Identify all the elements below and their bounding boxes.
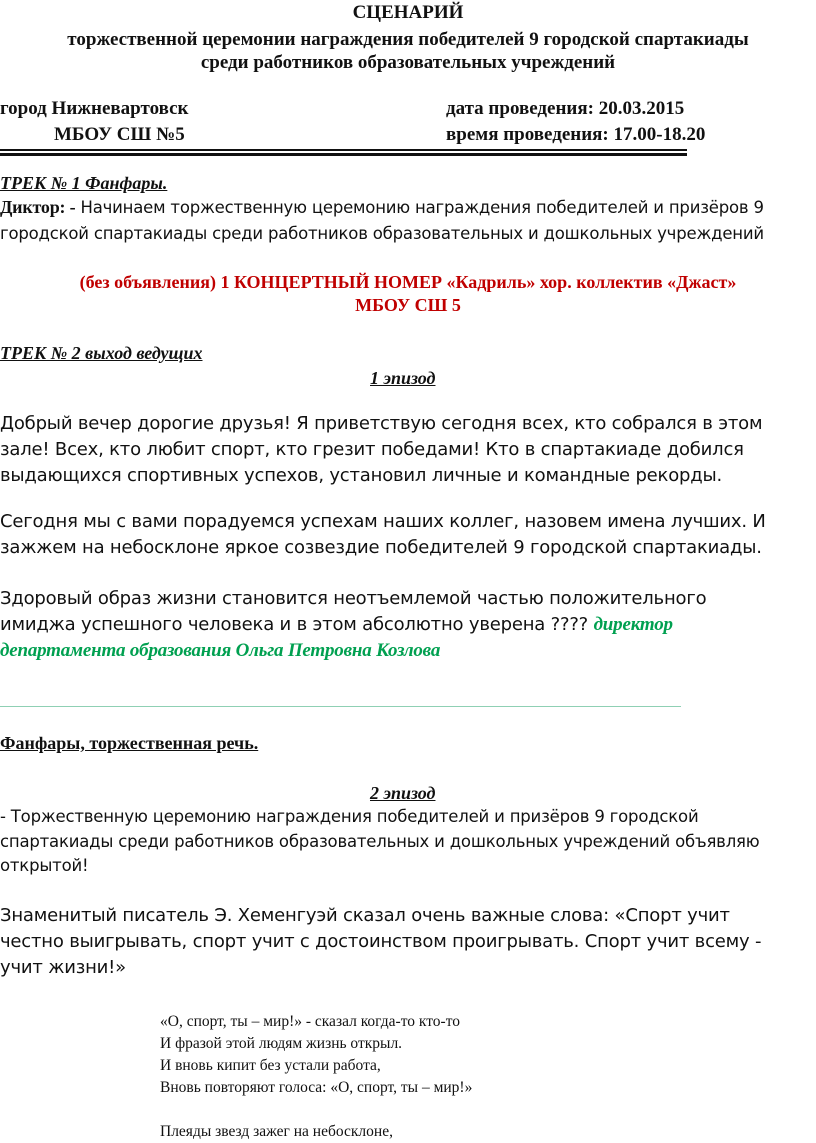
green-divider bbox=[0, 706, 681, 707]
city: город Нижневартовск bbox=[0, 98, 189, 119]
concert-number bbox=[0, 271, 816, 317]
header-rule-thick bbox=[0, 153, 687, 156]
document-subtitle bbox=[0, 28, 816, 74]
text-line: Здоровый образ жизни становится неотъемлемой частью положительного bbox=[0, 588, 707, 609]
text-line: Знаменитый писатель Э. Хеменгуэй сказал очень важные слова: «Спорт учит bbox=[0, 905, 730, 926]
school: МБОУ СШ №5 bbox=[54, 124, 185, 145]
paragraph-quote bbox=[0, 903, 761, 981]
poem-line: И вновь кипит без устали работа, bbox=[160, 1057, 381, 1074]
text-line: городской спартакиады среди работников образовательных и дошкольных учреждений bbox=[0, 224, 764, 243]
track1-title: ТРЕК № 1 Фанфары. bbox=[0, 173, 168, 193]
speaker-label: Диктор: - bbox=[0, 197, 76, 217]
text-line: (без объявления) 1 КОНЦЕРТНЫЙ НОМЕР «Кадриль» хор. коллектив «Джаст» bbox=[79, 272, 737, 292]
subtitle-line: среди работников образовательных учреждений bbox=[200, 52, 616, 73]
director-title: директор bbox=[593, 614, 673, 635]
poem-line: «О, спорт, ты – мир!» - сказал когда-то кто-то bbox=[160, 1013, 461, 1030]
text-line: Добрый вечер дорогие друзья! Я приветствую сегодня всех, кто собрался в этом bbox=[0, 413, 763, 434]
text-line: имиджа успешного человека и в этом абсолютно уверена ???? bbox=[0, 614, 589, 635]
event-time: время проведения: 17.00-18.20 bbox=[446, 124, 706, 145]
fanfare-heading: Фанфары, торжественная речь. bbox=[0, 733, 259, 753]
text-line: честно выигрывать, спорт учит с достоинством проигрывать. Спорт учит всему - bbox=[0, 931, 762, 952]
text-line: выдающихся спортивных успехов, установил личные и командные рекорды. bbox=[0, 465, 723, 486]
event-date: дата проведения: 20.03.2015 bbox=[446, 98, 685, 119]
header-rule-thin bbox=[0, 149, 687, 151]
paragraph-greeting bbox=[0, 411, 762, 489]
track1-text bbox=[0, 194, 764, 247]
text-line: Начинаем торжественную церемонию награждения победителей и призёров 9 bbox=[75, 198, 764, 217]
paragraph-healthy bbox=[0, 586, 706, 664]
episode2-title: 2 эпизод bbox=[370, 783, 436, 803]
poem-line: Вновь повторяют голоса: «О, спорт, ты – мир!» bbox=[160, 1079, 473, 1096]
text-line: - Торжественную церемонию награждения победителей и призёров 9 городской bbox=[0, 807, 699, 826]
poem bbox=[160, 1011, 472, 1143]
document-title: СЦЕНАРИЙ bbox=[352, 2, 464, 23]
paragraph-opening bbox=[0, 805, 759, 879]
poem-line: И фразой этой людям жизнь открыл. bbox=[160, 1035, 403, 1052]
track2-title: ТРЕК № 2 выход ведущих bbox=[0, 343, 203, 363]
subtitle-line: торжественной церемонии награждения победителей 9 городской спартакиады bbox=[67, 29, 749, 50]
director-name: департамента образования Ольга Петровна Козлова bbox=[0, 640, 441, 661]
text-line: спартакиады среди работников образовательных и дошкольных учреждений объявляю bbox=[0, 831, 760, 851]
episode1-title: 1 эпизод bbox=[370, 368, 436, 388]
text-line: зале! Всех, кто любит спорт, кто грезит победами! Кто в спартакиаде добился bbox=[0, 439, 744, 460]
poem-line: Плеяды звезд зажег на небосклоне, bbox=[160, 1123, 393, 1140]
text-line: Сегодня мы с вами порадуемся успехам наших коллег, назовем имена лучших. И bbox=[0, 511, 766, 532]
text-line: зажжем на небосклоне яркое созвездие победителей 9 городской спартакиады. bbox=[0, 537, 762, 558]
text-line: учит жизни!» bbox=[0, 957, 126, 978]
paragraph-today bbox=[0, 509, 766, 561]
text-line: МБОУ СШ 5 bbox=[355, 295, 461, 315]
text-line: открытой! bbox=[0, 856, 89, 875]
